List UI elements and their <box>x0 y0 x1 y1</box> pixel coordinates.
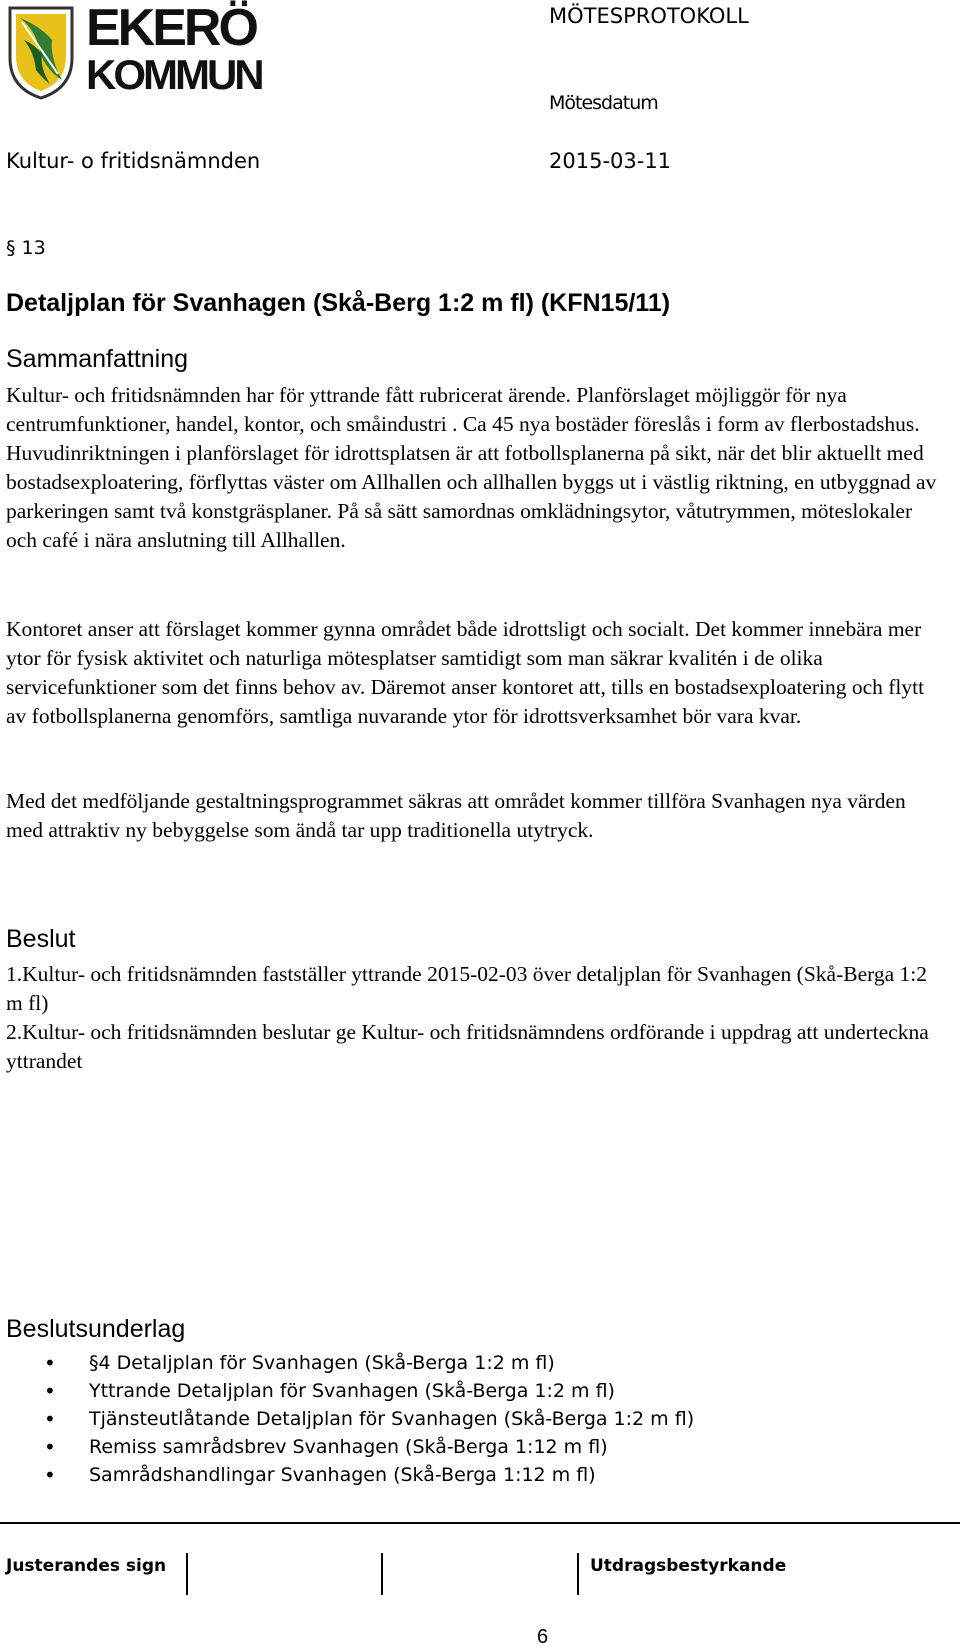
list-item <box>0 1433 694 1461</box>
extract-certification-label: Utdragsbestyrkande <box>590 1556 787 1576</box>
page-number: 6 <box>536 1626 549 1648</box>
list-item-label: Samrådshandlingar Svanhagen (Skå-Berga 1:12 m fl) <box>89 1464 596 1486</box>
meeting-date-label: Mötesdatum <box>549 92 658 114</box>
decision-item: 2.Kultur- och fritidsnämnden beslutar ge Kultur- och fritidsnämndens ordförande i uppdrag att underteckna yttrandet <box>6 1020 929 1073</box>
decision-list <box>6 960 946 1076</box>
bullet-icon: • <box>44 1435 56 1459</box>
summary-paragraph: Med det medföljande gestaltningsprogrammet säkras att området kommer tillföra Svanhagen nya värden med attraktiv ny bebyggelse som ändå tar upp traditionella utytryck. <box>6 789 906 842</box>
list-item <box>0 1377 694 1405</box>
bullet-icon: • <box>44 1407 56 1431</box>
document-type: MÖTESPROTOKOLL <box>549 4 749 28</box>
list-item <box>0 1405 694 1433</box>
bullet-icon: • <box>44 1379 56 1403</box>
footer-divider <box>0 1522 960 1524</box>
logo-word-ekero: EKERÖ <box>86 0 256 57</box>
list-item-label: Yttrande Detaljplan för Svanhagen (Skå-Berga 1:2 m fl) <box>89 1380 615 1402</box>
decision-item: 1.Kultur- och fritidsnämnden fastställer yttrande 2015-02-03 över detaljplan för Svanhagen (Skå-Berga 1:2 m fl) <box>6 962 928 1015</box>
basis-list <box>0 1349 694 1489</box>
sign-field-divider <box>381 1553 383 1595</box>
sign-field-divider <box>186 1553 188 1595</box>
adjusters-sign-label: Justerandes sign <box>6 1556 167 1576</box>
list-item-label: §4 Detaljplan för Svanhagen (Skå-Berga 1:2 m fl) <box>89 1352 555 1374</box>
list-item <box>0 1349 694 1377</box>
summary-heading: Sammanfattning <box>6 345 189 373</box>
list-item <box>0 1461 694 1489</box>
committee-name: Kultur- o fritidsnämnden <box>6 149 261 173</box>
bullet-icon: • <box>44 1351 56 1375</box>
list-item-label: Tjänsteutlåtande Detaljplan för Svanhagen (Skå-Berga 1:2 m fl) <box>89 1408 695 1430</box>
meeting-date: 2015-03-11 <box>549 149 672 173</box>
municipality-logo <box>6 0 268 102</box>
summary-paragraph: Kontoret anser att förslaget kommer gynna området både idrottsligt och socialt. Det kommer innebära mer ytor för fysisk aktivitet och naturliga mötesplatser samtidigt som man säkrar kvalitén i de olika servicefunktioner som det finns behov av. Däremot anser kontoret att, tills en bostadsexploatering och flytt av fotbollsplanerna genomförs, samtliga nuvarande ytor för idrottsverksamhet bör vara kvar. <box>6 617 925 728</box>
summary-paragraph: Kultur- och fritidsnämnden har för yttrande fått rubricerat ärende. Planförslaget möjliggör för nya centrumfunktioner, handel, kontor, och småindustri . Ca 45 nya bostäder föreslås i form av flerbostadshus. Huvudinriktningen i planförslaget för idrottsplatsen är att fotbollsplanerna på sikt, när det blir aktuellt med bostadsexploatering, förflyttas väster om Allhallen och allhallen byggs ut i västlig riktning, en utbyggnad av parkeringen samt två konstgräsplaner. På så sätt samordnas omklädningsytor, våtutrymmen, möteslokaler och café i nära anslutning till Allhallen. <box>6 383 937 552</box>
list-item-label: Remiss samrådsbrev Svanhagen (Skå-Berga 1:12 m fl) <box>89 1436 608 1458</box>
page-title: Detaljplan för Svanhagen (Skå-Berg 1:2 m fl) (KFN15/11) <box>6 289 671 317</box>
basis-heading: Beslutsunderlag <box>6 1315 186 1343</box>
bullet-icon: • <box>44 1463 56 1487</box>
decision-heading: Beslut <box>6 925 76 953</box>
sign-field-divider <box>577 1553 579 1595</box>
logo-word-kommun: KOMMUN <box>86 51 262 98</box>
logo-wordmark <box>86 0 256 57</box>
paragraph-number: § 13 <box>6 237 46 259</box>
